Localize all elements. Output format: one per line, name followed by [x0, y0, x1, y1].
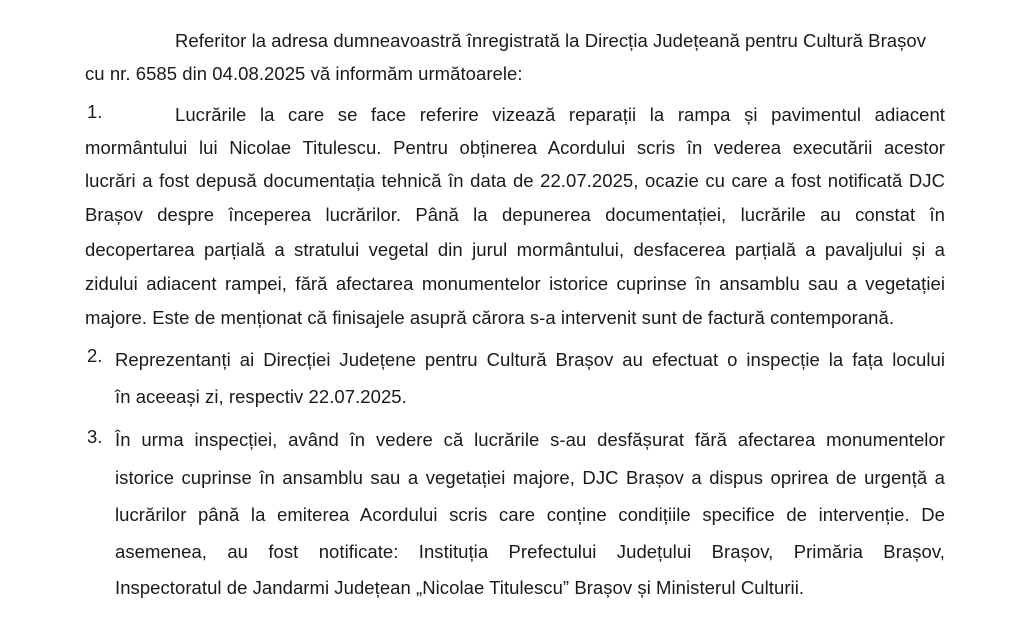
item-2-number: 2.: [87, 345, 103, 366]
item-1-line-7: majore. Este de menționat că finisajele asupră cărora s-a intervenit sunt de factură contemporană.: [85, 307, 895, 328]
item-3-line-2: istorice cuprinse în ansamblu sau a vegetației majore, DJC Brașov a dispus oprirea de urgență a: [115, 467, 945, 488]
item-1-line-5: decopertarea parțială a stratului vegetal din jurul mormântului, desfacerea parțială a pavaljului și a: [85, 239, 945, 260]
item-3-line-5: Inspectoratul de Jandarmi Județean „Nicolae Titulescu” Brașov și Ministerul Culturii.: [115, 577, 805, 598]
item-1-line-1: Lucrările la care se face referire vizează reparații la rampa și pavimentul adiacent: [175, 104, 945, 125]
intro-line-2: cu nr. 6585 din 04.08.2025 vă informăm următoarele:: [85, 63, 523, 84]
item-3-line-1: În urma inspecției, având în vedere că lucrările s-au desfășurat fără afectarea monumentelor: [115, 429, 945, 450]
item-1-line-4: Brașov despre începerea lucrărilor. Până la depunerea documentației, lucrările au constat în: [85, 204, 945, 225]
item-1-number: 1.: [87, 101, 103, 122]
item-3-number: 3.: [87, 426, 103, 447]
intro-line-1: Referitor la adresa dumneavoastră înregistrată la Direcția Județeană pentru Cultură Brașov: [175, 30, 927, 51]
item-1-line-6: zidului adiacent rampei, fără afectarea monumentelor istorice cuprinse în ansamblu sau a vegetației: [85, 273, 945, 294]
item-1-line-3: lucrări a fost depusă documentația tehnică în data de 22.07.2025, ocazie cu care a fost notificată DJC: [85, 170, 945, 191]
item-3-line-3: lucrărilor până la emiterea Acordului scris care conține condițiile specifice de intervenție. De: [115, 504, 945, 525]
item-1-line-2: mormântului lui Nicolae Titulescu. Pentru obținerea Acordului scris în vederea executării acestor: [85, 137, 945, 158]
item-2-line-1: Reprezentanți ai Direcției Județene pentru Cultură Brașov au efectuat o inspecție la fața locului: [115, 349, 945, 370]
item-2-line-2: în aceeași zi, respectiv 22.07.2025.: [115, 386, 407, 407]
item-3-line-4: asemenea, au fost notificate: Instituția Prefectului Județului Brașov, Primăria Brașov,: [115, 541, 945, 562]
